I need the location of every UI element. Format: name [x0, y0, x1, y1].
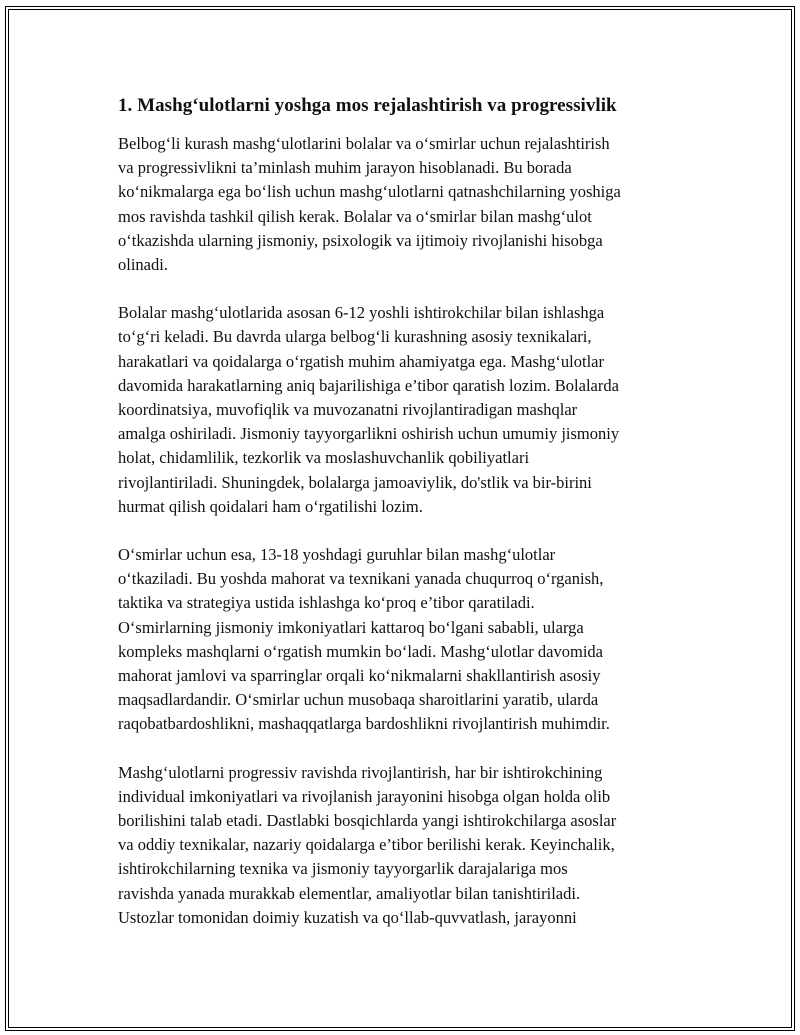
paragraph-3: O‘smirlar uchun esa, 13-18 yoshdagi guruhlar bilan mashg‘ulotlar o‘tkaziladi. Bu yoshda mahorat va texnikani yanada chuqurroq o‘rganish, taktika va strategiya ustida ishlashga ko‘proq e’tibor qaratiladi. O‘smirlarning jismoniy imkoniyatlari kattaroq bo‘lgani sababli, ularga kompleks mashqlarni o‘rgatish mumkin bo‘ladi. Mashg‘ulotlar davomida mahorat jamlovi va sparringlar orqali ko‘nikmalarni shakllantirish asosiy maqsadlardandir. O‘smirlar uchun musobaqa sharoitlarini yaratib, ularda raqobatbardoshlikni, mashaqqatlarga bardoshlikni rivojlantirish muhimdir.: [118, 545, 610, 734]
paragraph-2: Bolalar mashg‘ulotlarida asosan 6-12 yoshli ishtirokchilar bilan ishlashga to‘g‘ri keladi. Bu davrda ularga belbog‘li kurashning asosiy texnikalari, harakatlari va qoidalarga o‘rgatish muhim ahamiyatga ega. Mashg‘ulotlar davomida harakatlarning aniq bajarilishiga e’tibor qaratish lozim. Bolalarda koordinatsiya, muvofiqlik va muvozanatni rivojlantiradigan mashqlar amalga oshiriladi. Jismoniy tayyorgarlikni oshirish uchun umumiy jismoniy holat, chidamlilik, tezkorlik va moslashuvchanlik qobiliyatlari rivojlantiriladi. Shuningdek, bolalarga jamoaviylik, do'stlik va bir-birini hurmat qilish qoidalari ham o‘rgatilishi lozim.: [118, 303, 620, 516]
section-heading: 1. Mashg‘ulotlarni yoshga mos rejalashtirish va progressivlik: [118, 95, 617, 116]
paragraph-1: Belbog‘li kurash mashg‘ulotlarini bolalar va o‘smirlar uchun rejalashtirish va progressivlikni ta’minlash muhim jarayon hisoblanadi. Bu borada ko‘nikmalarga ega bo‘lish uchun mashg‘ulotlarni qatnashchilarning yoshiga mos ravishda tashkil qilish kerak. Bolalar va o‘smirlar bilan mashg‘ulot o‘tkazishda ularning jismoniy, psixologik va ijtimoiy rivojlanishi hisobga olinadi.: [118, 134, 621, 275]
document-body: [118, 94, 688, 954]
paragraph-4: Mashg‘ulotlarni progressiv ravishda rivojlantirish, har bir ishtirokchining individual imkoniyatlari va rivojlanish jarayonini hisobga olgan holda olib borilishini talab etadi. Dastlabki bosqichlarda yangi ishtirokchilarga asoslar va oddiy texnikalar, nazariy qoidalarga e’tibor berilishi kerak. Keyinchalik, ishtirokchilarning texnika va jismoniy tayyorgarlik darajalariga mos ravishda yanada murakkab elementlar, amaliyotlar bilan tanishtiriladi. Ustozlar tomonidan doimiy kuzatish va qo‘llab-quvvatlash, jarayonni: [118, 762, 617, 927]
